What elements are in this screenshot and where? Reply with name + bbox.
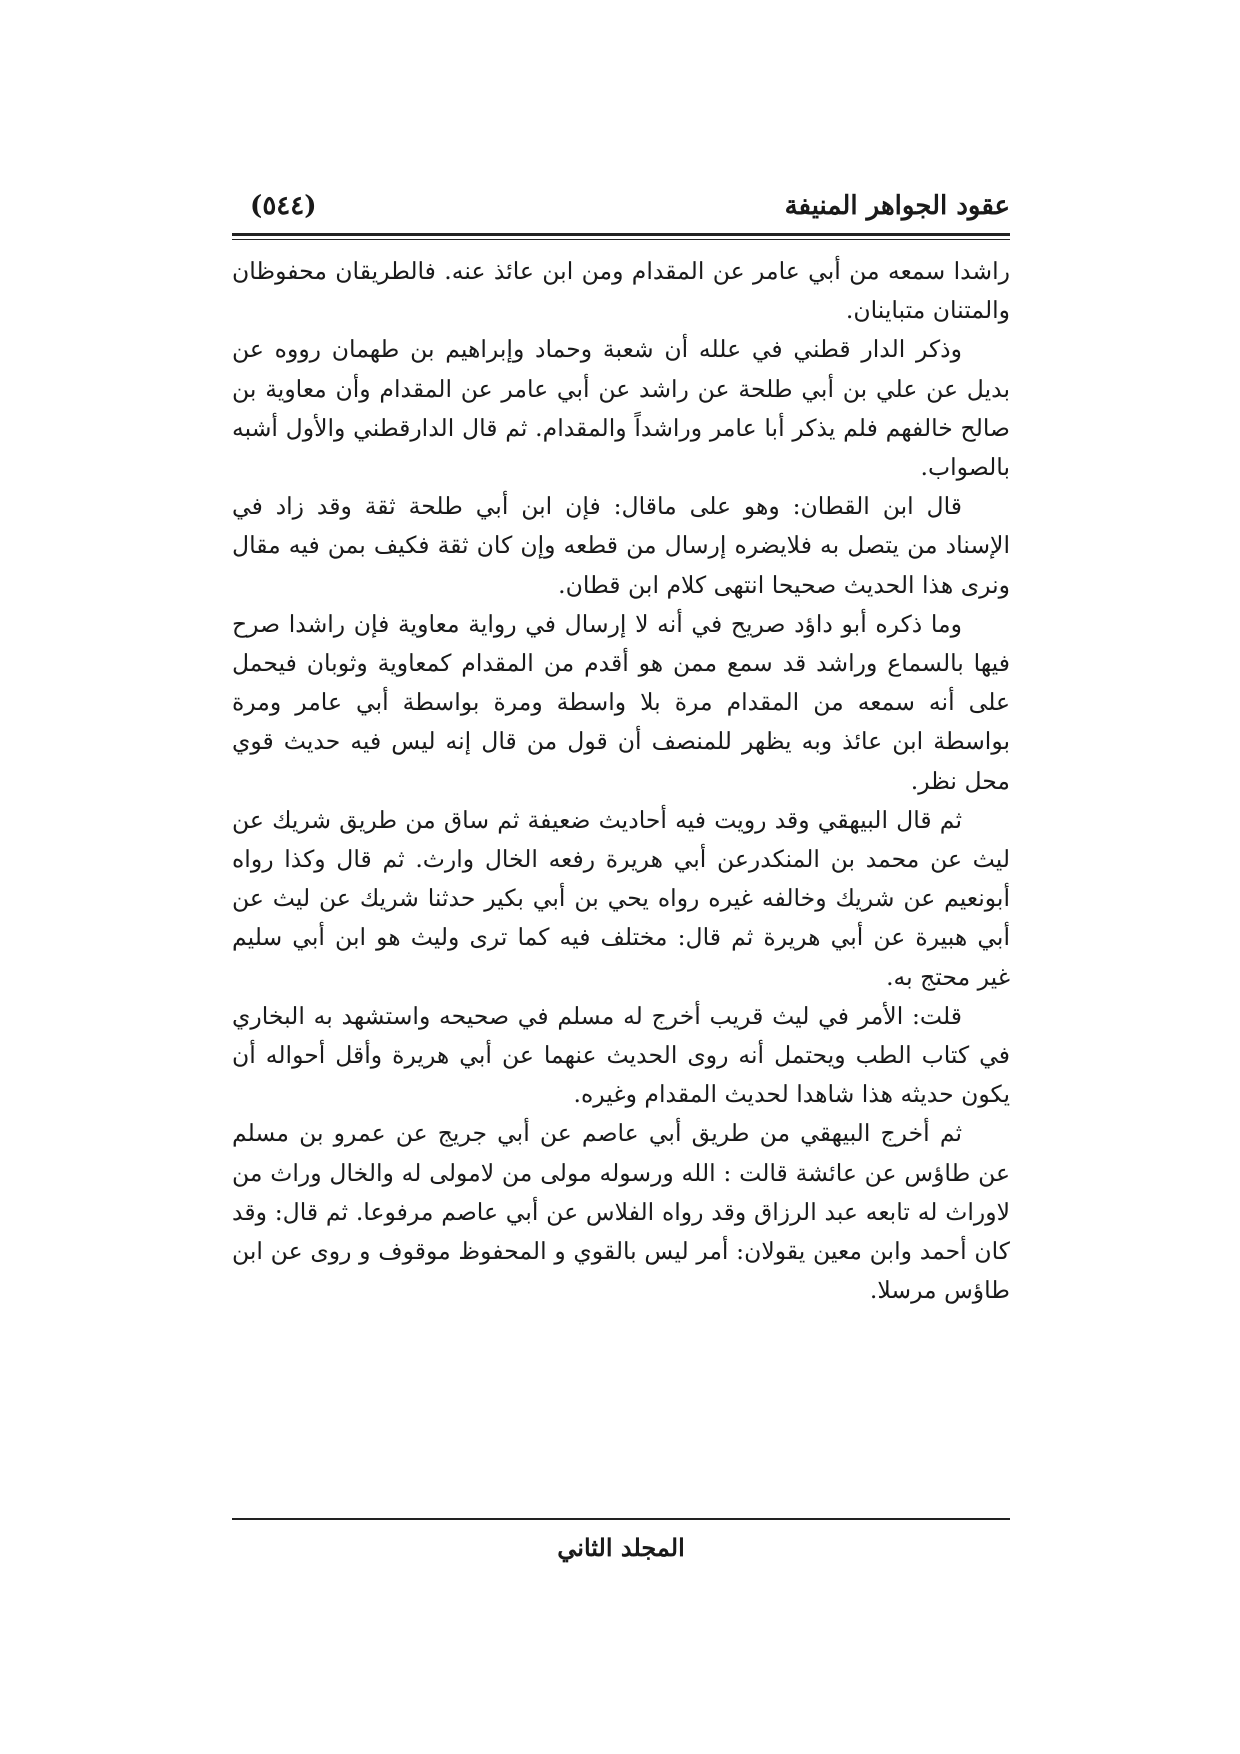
page-number: (٥٤٤) xyxy=(250,191,317,221)
paragraph-6: قلت: الأمر في ليث قريب أخرج له مسلم في صحيحه واستشهد به البخاري في كتاب الطب ويحتمل أنه روى الحديث عنهما عن أبي هريرة وأقل أحواله أن يكون حديثه هذا شاهدا لحديث المقدام وغيره. xyxy=(232,1001,1010,1109)
paragraph-4: وما ذكره أبو داؤد صريح في أنه لا إرسال في رواية معاوية فإن راشدا صرح فيها بالسماع وراشد قد سمع ممن هو أقدم من المقدام كمعاوية وثوبان فيحمل على أنه سمعه من المقدام مرة بلا واسطة ومرة بواسطة أبي عامر ومرة بواسطة ابن عائذ وبه يظهر للمنصف أن قول من قال إنه ليس فيه حديث قوي محل نظر. xyxy=(232,609,1010,795)
paragraph-3: قال ابن القطان: وهو على ماقال: فإن ابن أبي طلحة ثقة وقد زاد في الإسناد من يتصل به فلايضره إرسال من قطعه وإن كان ثقة فكيف بمن فيه مقال ونرى هذا الحديث صحيحا انتهى كلام ابن قطان. xyxy=(232,492,1010,599)
book-title: عقود الجواهر المنيفة xyxy=(784,191,1010,221)
paragraph-2: وذكر الدار قطني في علله أن شعبة وحماد وإبراهيم بن طهمان رووه عن بديل عن علي بن أبي طلحة عن راشد عن أبي عامر عن المقدام وأن معاوية بن صالح خالفهم فلم يذكر أبا عامر وراشداً والمقدام. ثم قال الدارقطني والأول أشبه بالصواب. xyxy=(232,335,1010,482)
paragraph-5: ثم قال البيهقي وقد رويت فيه أحاديث ضعيفة ثم ساق من طريق شريك عن ليث عن محمد بن المنكدرعن أبي هريرة رفعه الخال وارث. ثم قال وكذا رواه أبونعيم عن شريك وخالفه غيره رواه يحي بن أبي بكير حدثنا شريك عن ليث عن أبي هبيرة عن أبي هريرة ثم قال: مختلف فيه كما ترى وليث هو ابن أبي سليم غير محتج به. xyxy=(232,805,1010,991)
main-text xyxy=(232,252,1010,1310)
volume-label: المجلد الثاني xyxy=(557,1533,685,1562)
header-rule-thick xyxy=(232,233,1010,236)
paragraph-7: ثم أخرج البيهقي من طريق أبي عاصم عن أبي جريج عن عمرو بن مسلم عن طاؤس عن عائشة قالت : الله ورسوله مولى من لامولى له والخال وراث من لاوراث له تابعه عبد الرزاق وقد رواه الفلاس عن أبي عاصم مرفوعا. ثم قال: وقد كان أحمد وابن معين يقولان: أمر ليس بالقوي و المحفوظ موقوف و روى عن ابن طاؤس مرسلا. xyxy=(232,1119,1010,1305)
running-header xyxy=(232,184,1010,228)
footer-rule xyxy=(232,1518,1010,1520)
header-rule-thin xyxy=(232,239,1010,240)
paragraph-1: راشدا سمعه من أبي عامر عن المقدام ومن ابن عائذ عنه. فالطريقان محفوظان والمتنان متباينان. xyxy=(232,257,1010,325)
